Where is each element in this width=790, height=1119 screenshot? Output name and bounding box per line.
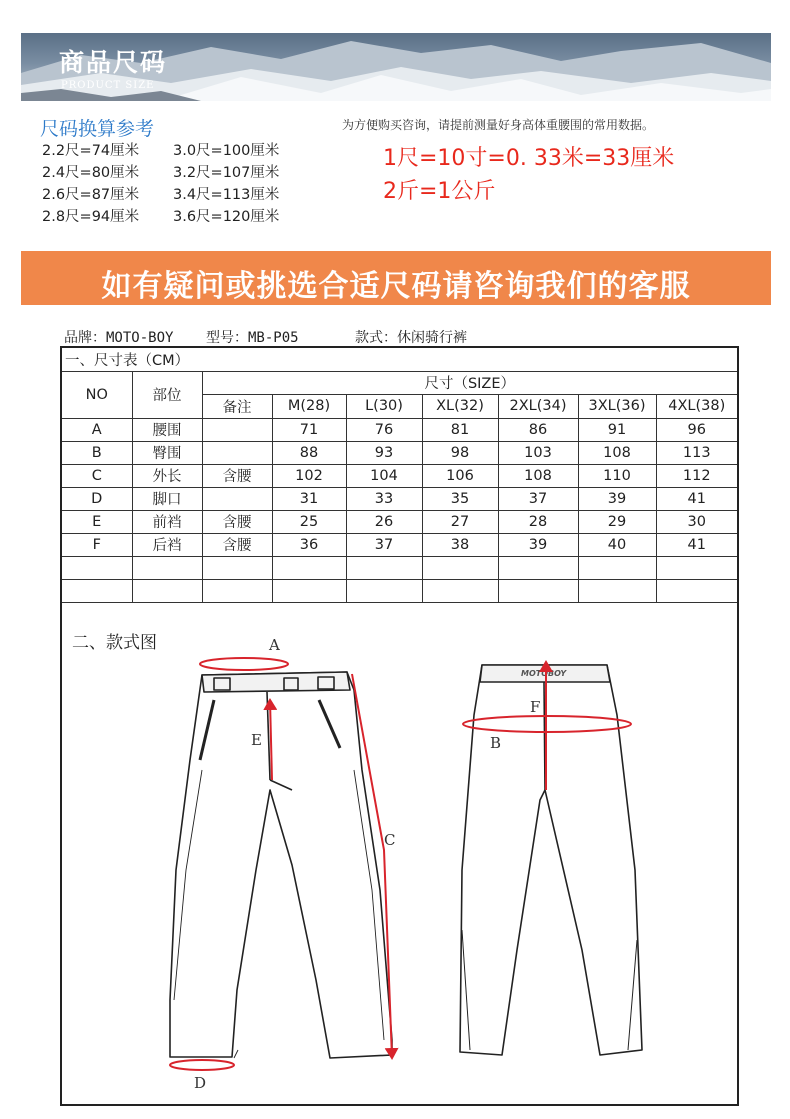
row-part: 脚口 xyxy=(132,487,202,510)
brand-label: 品牌：MOTO-BOY xyxy=(64,330,174,346)
row-value: 31 xyxy=(272,487,346,510)
row-value: 81 xyxy=(422,418,498,441)
row-part: 外长 xyxy=(132,464,202,487)
row-value: 106 xyxy=(422,464,498,487)
row-value: 37 xyxy=(498,487,578,510)
table-row-empty xyxy=(62,556,737,579)
measure-tip: 为方便购买咨询，请提前测量好身高体重腰围的常用数据。 xyxy=(342,118,655,132)
row-remark xyxy=(202,487,272,510)
row-value: 71 xyxy=(272,418,346,441)
row-value: 108 xyxy=(578,441,656,464)
conversion-item: 2.6尺=87厘米 xyxy=(42,187,140,203)
banner-title: 商品尺码 xyxy=(59,48,168,77)
size-header: 尺寸（SIZE） xyxy=(202,371,737,394)
conversion-title: 尺码换算参考 xyxy=(40,118,155,140)
label-d: D xyxy=(194,1074,207,1092)
row-part: 腰围 xyxy=(132,418,202,441)
row-no: A xyxy=(62,418,132,441)
row-value: 26 xyxy=(346,510,422,533)
row-value: 76 xyxy=(346,418,422,441)
row-value: 112 xyxy=(656,464,737,487)
label-b: B xyxy=(490,734,502,752)
table-row xyxy=(62,533,737,556)
row-value: 41 xyxy=(656,487,737,510)
conversion-item: 2.2尺=74厘米 xyxy=(42,143,140,159)
table-row xyxy=(62,487,737,510)
row-value: 33 xyxy=(346,487,422,510)
style-label: 款式：休闲骑行裤 xyxy=(355,330,467,346)
row-no: B xyxy=(62,441,132,464)
no-header: NO xyxy=(62,371,132,418)
row-value: 93 xyxy=(346,441,422,464)
label-f: F xyxy=(530,698,541,716)
row-value: 104 xyxy=(346,464,422,487)
size-table-title: 一、尺寸表（CM） xyxy=(62,348,737,371)
row-value: 39 xyxy=(498,533,578,556)
conversion-item: 3.4尺=113厘米 xyxy=(173,187,280,203)
row-remark: 含腰 xyxy=(202,533,272,556)
row-remark: 含腰 xyxy=(202,464,272,487)
remark-header: 备注 xyxy=(202,394,272,418)
notice-text: 如有疑问或挑选合适尺码请咨询我们的客服 xyxy=(101,269,691,304)
row-no: E xyxy=(62,510,132,533)
style-section-title: 二、款式图 xyxy=(72,633,157,653)
row-value: 35 xyxy=(422,487,498,510)
row-value: 108 xyxy=(498,464,578,487)
table-row-empty xyxy=(62,579,737,602)
row-value: 38 xyxy=(422,533,498,556)
row-value: 37 xyxy=(346,533,422,556)
row-remark xyxy=(202,418,272,441)
back-pants xyxy=(460,665,642,1055)
row-part: 后裆 xyxy=(132,533,202,556)
row-value: 40 xyxy=(578,533,656,556)
size-col-header: 3XL(36) xyxy=(578,394,656,418)
row-remark: 含腰 xyxy=(202,510,272,533)
conversion-item: 2.8尺=94厘米 xyxy=(42,209,140,225)
label-e: E xyxy=(251,731,262,749)
pants-diagram xyxy=(62,620,737,1104)
row-value: 86 xyxy=(498,418,578,441)
size-col-header: XL(32) xyxy=(422,394,498,418)
row-value: 96 xyxy=(656,418,737,441)
row-no: C xyxy=(62,464,132,487)
row-value: 41 xyxy=(656,533,737,556)
notice-bar xyxy=(21,251,771,305)
formula-weight: 2斤=1公斤 xyxy=(383,179,496,204)
row-value: 25 xyxy=(272,510,346,533)
row-value: 39 xyxy=(578,487,656,510)
table-row xyxy=(62,441,737,464)
part-header: 部位 xyxy=(132,371,202,418)
row-value: 110 xyxy=(578,464,656,487)
table-row xyxy=(62,464,737,487)
conversion-item: 3.2尺=107厘米 xyxy=(173,165,280,181)
table-row xyxy=(62,418,737,441)
table-row xyxy=(62,510,737,533)
row-value: 88 xyxy=(272,441,346,464)
banner-subtitle: PRODUCT SIZE xyxy=(61,80,155,91)
model-label: 型号：MB-P05 xyxy=(206,330,299,346)
row-value: 28 xyxy=(498,510,578,533)
formula-length: 1尺=10寸=0. 33米=33厘米 xyxy=(383,146,675,171)
label-c: C xyxy=(384,831,396,849)
row-value: 91 xyxy=(578,418,656,441)
row-value: 113 xyxy=(656,441,737,464)
conversion-item: 2.4尺=80厘米 xyxy=(42,165,140,181)
row-part: 前裆 xyxy=(132,510,202,533)
size-col-header: 2XL(34) xyxy=(498,394,578,418)
row-part: 臀围 xyxy=(132,441,202,464)
row-value: 30 xyxy=(656,510,737,533)
conversion-item: 3.6尺=120厘米 xyxy=(173,209,280,225)
header-banner xyxy=(21,33,771,101)
size-table xyxy=(62,348,737,603)
row-value: 103 xyxy=(498,441,578,464)
label-a: A xyxy=(269,636,280,654)
size-col-header: M(28) xyxy=(272,394,346,418)
front-pants xyxy=(170,672,392,1058)
row-no: F xyxy=(62,533,132,556)
row-value: 36 xyxy=(272,533,346,556)
conversion-item: 3.0尺=100厘米 xyxy=(173,143,280,159)
row-value: 29 xyxy=(578,510,656,533)
row-remark xyxy=(202,441,272,464)
row-value: 27 xyxy=(422,510,498,533)
row-value: 98 xyxy=(422,441,498,464)
back-logo: MOTOBOY xyxy=(521,669,567,678)
row-value: 102 xyxy=(272,464,346,487)
row-no: D xyxy=(62,487,132,510)
size-col-header: L(30) xyxy=(346,394,422,418)
size-col-header: 4XL(38) xyxy=(656,394,737,418)
